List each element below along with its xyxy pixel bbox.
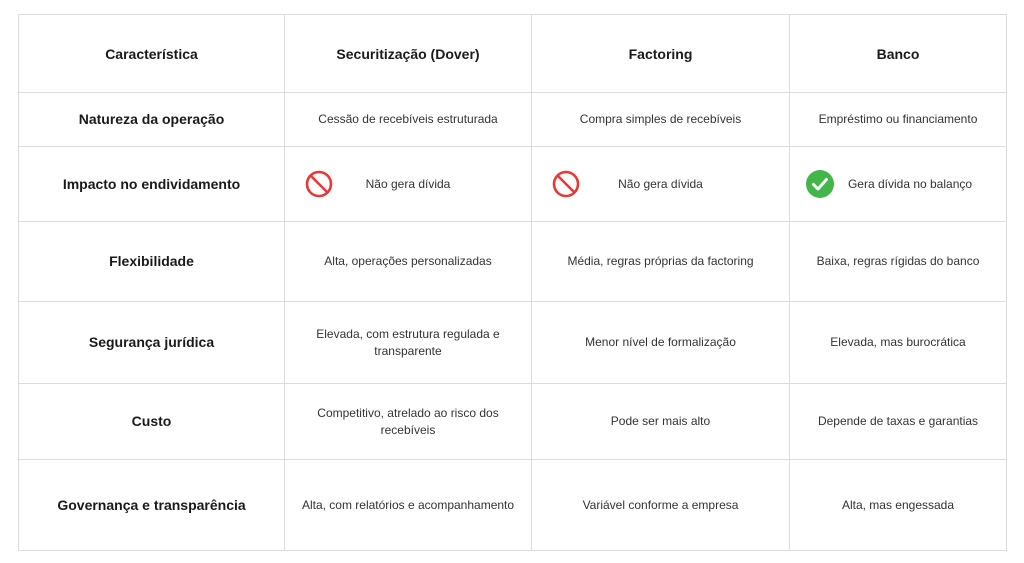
header-securitizacao: Securitização (Dover) [285, 15, 532, 93]
header-banco: Banco [790, 15, 1007, 93]
cell-factoring: Pode ser mais alto [532, 384, 790, 460]
cell-securitizacao: Elevada, com estrutura regulada e transparente [285, 302, 532, 384]
cell-securitizacao: Alta, com relatórios e acompanhamento [285, 460, 532, 551]
cell-factoring [532, 147, 790, 222]
cell-securitizacao: Alta, operações personalizadas [285, 222, 532, 302]
row-feature-label: Custo [19, 384, 285, 460]
cell-securitizacao [285, 147, 532, 222]
row-feature-label: Governança e transparência [19, 460, 285, 551]
cell-factoring: Variável conforme a empresa [532, 460, 790, 551]
table-row [19, 222, 1007, 302]
table-row [19, 147, 1007, 222]
row-feature-label: Impacto no endividamento [19, 147, 285, 222]
cell-securitizacao: Competitivo, atrelado ao risco dos recebíveis [285, 384, 532, 460]
cell-banco: Baixa, regras rígidas do banco [790, 222, 1007, 302]
table-row [19, 384, 1007, 460]
cell-banco [790, 147, 1007, 222]
row-feature-label: Segurança jurídica [19, 302, 285, 384]
cell-factoring: Compra simples de recebíveis [532, 93, 790, 147]
cell-banco: Empréstimo ou financiamento [790, 93, 1007, 147]
header-factoring: Factoring [532, 15, 790, 93]
cell-securitizacao: Cessão de recebíveis estruturada [285, 93, 532, 147]
check-circle-icon [806, 170, 834, 198]
cell-text: Não gera dívida [618, 176, 703, 191]
cell-factoring: Média, regras próprias da factoring [532, 222, 790, 302]
cell-banco: Elevada, mas burocrática [790, 302, 1007, 384]
table-row [19, 302, 1007, 384]
cell-text: Gera dívida no balanço [847, 176, 973, 191]
table-header-row [19, 15, 1007, 93]
cell-factoring: Menor nível de formalização [532, 302, 790, 384]
prohibited-icon [552, 170, 580, 198]
prohibited-icon [305, 170, 333, 198]
row-feature-label: Natureza da operação [19, 93, 285, 147]
cell-banco: Alta, mas engessada [790, 460, 1007, 551]
cell-text: Não gera dívida [365, 176, 451, 191]
table-row [19, 460, 1007, 551]
row-feature-label: Flexibilidade [19, 222, 285, 302]
comparison-table [18, 14, 1007, 551]
header-caracteristica: Característica [19, 15, 285, 93]
cell-banco: Depende de taxas e garantias [790, 384, 1007, 460]
table-row [19, 93, 1007, 147]
